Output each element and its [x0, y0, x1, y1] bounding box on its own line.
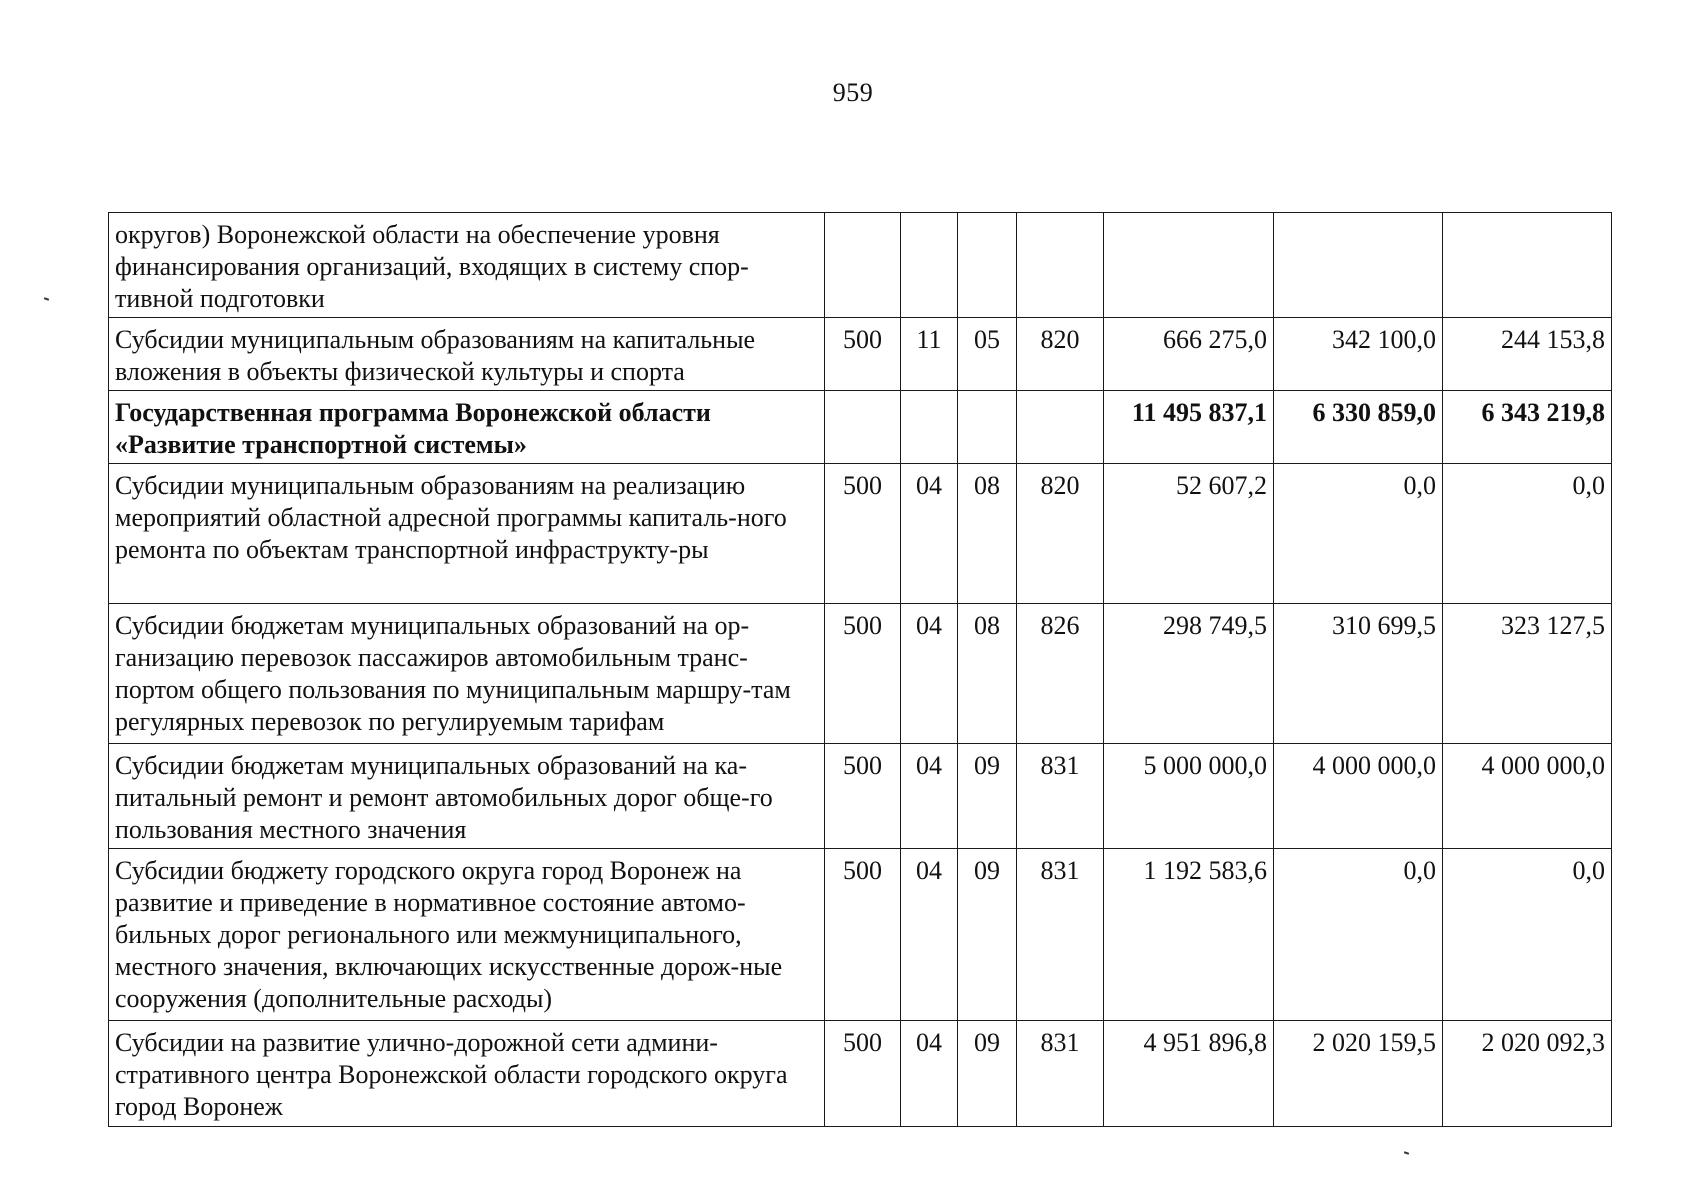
table-row	[109, 604, 1612, 744]
page-number: 959	[832, 78, 874, 107]
code-section: 04	[901, 464, 958, 604]
table-row	[109, 318, 1612, 391]
code-subsection	[958, 213, 1017, 318]
amount-year-2: 6 330 859,0	[1274, 391, 1443, 464]
amount-year-3: 244 153,8	[1443, 318, 1612, 391]
table-row	[109, 213, 1612, 318]
table-row	[109, 849, 1612, 1021]
code-expense-type: 831	[1017, 849, 1104, 1021]
row-description: Субсидии бюджетам муниципальных образований на ор-ганизацию перевозок пассажиров автомобильным транс-портом общего пользования по муниципальным маршру-там регулярных перевозок по регулируемым тарифам	[109, 604, 825, 744]
amount-year-1: 666 275,0	[1104, 318, 1274, 391]
amount-year-2: 0,0	[1274, 464, 1443, 604]
code-section	[901, 213, 958, 318]
amount-year-2	[1274, 213, 1443, 318]
table-row	[109, 1021, 1612, 1127]
amount-year-3: 0,0	[1443, 849, 1612, 1021]
code-expense-type: 820	[1017, 318, 1104, 391]
row-description: Субсидии муниципальным образованиям на капитальные вложения в объекты физической культуры и спорта	[109, 318, 825, 391]
code-subsection: 09	[958, 1021, 1017, 1127]
code-section: 04	[901, 1021, 958, 1127]
code-ministry	[825, 391, 901, 464]
code-subsection: 09	[958, 849, 1017, 1021]
amount-year-1	[1104, 213, 1274, 318]
amount-year-3: 6 343 219,8	[1443, 391, 1612, 464]
scan-speck	[1404, 1151, 1409, 1155]
amount-year-2: 0,0	[1274, 849, 1443, 1021]
code-section	[901, 391, 958, 464]
amount-year-3: 323 127,5	[1443, 604, 1612, 744]
amount-year-1: 52 607,2	[1104, 464, 1274, 604]
code-ministry: 500	[825, 318, 901, 391]
code-ministry: 500	[825, 1021, 901, 1127]
amount-year-1: 298 749,5	[1104, 604, 1274, 744]
table-body	[109, 213, 1612, 1127]
code-section: 04	[901, 849, 958, 1021]
amount-year-1: 5 000 000,0	[1104, 744, 1274, 849]
amount-year-3: 2 020 092,3	[1443, 1021, 1612, 1127]
code-expense-type	[1017, 213, 1104, 318]
code-section: 11	[901, 318, 958, 391]
code-ministry: 500	[825, 604, 901, 744]
amount-year-3	[1443, 213, 1612, 318]
code-ministry: 500	[825, 464, 901, 604]
scan-speck	[44, 297, 49, 301]
row-description: Субсидии бюджету городского округа город Воронеж на развитие и приведение в нормативное состояние автомо-бильных дорог регионального или межмуниципального, местного значения, включающих искусственные дорож-ные сооружения (дополнительные расходы)	[109, 849, 825, 1021]
code-section: 04	[901, 604, 958, 744]
row-description: Государственная программа Воронежской области «Развитие транспортной системы»	[109, 391, 825, 464]
code-subsection: 09	[958, 744, 1017, 849]
amount-year-2: 4 000 000,0	[1274, 744, 1443, 849]
code-subsection: 05	[958, 318, 1017, 391]
code-ministry: 500	[825, 849, 901, 1021]
budget-table	[108, 212, 1612, 1127]
amount-year-3: 0,0	[1443, 464, 1612, 604]
code-expense-type: 831	[1017, 1021, 1104, 1127]
row-description: округов) Воронежской области на обеспечение уровня финансирования организаций, входящих в систему спор-тивной подготовки	[109, 213, 825, 318]
amount-year-1: 4 951 896,8	[1104, 1021, 1274, 1127]
table-row	[109, 464, 1612, 604]
row-description: Субсидии муниципальным образованиям на реализацию мероприятий областной адресной программы капиталь-ного ремонта по объектам транспортной инфраструкту-ры	[109, 464, 825, 604]
amount-year-2: 342 100,0	[1274, 318, 1443, 391]
code-subsection: 08	[958, 604, 1017, 744]
code-ministry: 500	[825, 744, 901, 849]
code-subsection: 08	[958, 464, 1017, 604]
row-description: Субсидии бюджетам муниципальных образований на ка-питальный ремонт и ремонт автомобильных дорог обще-го пользования местного значения	[109, 744, 825, 849]
code-expense-type: 826	[1017, 604, 1104, 744]
amount-year-2: 2 020 159,5	[1274, 1021, 1443, 1127]
amount-year-1: 1 192 583,6	[1104, 849, 1274, 1021]
code-subsection	[958, 391, 1017, 464]
code-expense-type	[1017, 391, 1104, 464]
amount-year-3: 4 000 000,0	[1443, 744, 1612, 849]
amount-year-2: 310 699,5	[1274, 604, 1443, 744]
code-ministry	[825, 213, 901, 318]
code-section: 04	[901, 744, 958, 849]
table-row	[109, 391, 1612, 464]
amount-year-1: 11 495 837,1	[1104, 391, 1274, 464]
table-row	[109, 744, 1612, 849]
row-description: Субсидии на развитие улично-дорожной сети админи-стративного центра Воронежской области городского округа город Воронеж	[109, 1021, 825, 1127]
code-expense-type: 831	[1017, 744, 1104, 849]
code-expense-type: 820	[1017, 464, 1104, 604]
